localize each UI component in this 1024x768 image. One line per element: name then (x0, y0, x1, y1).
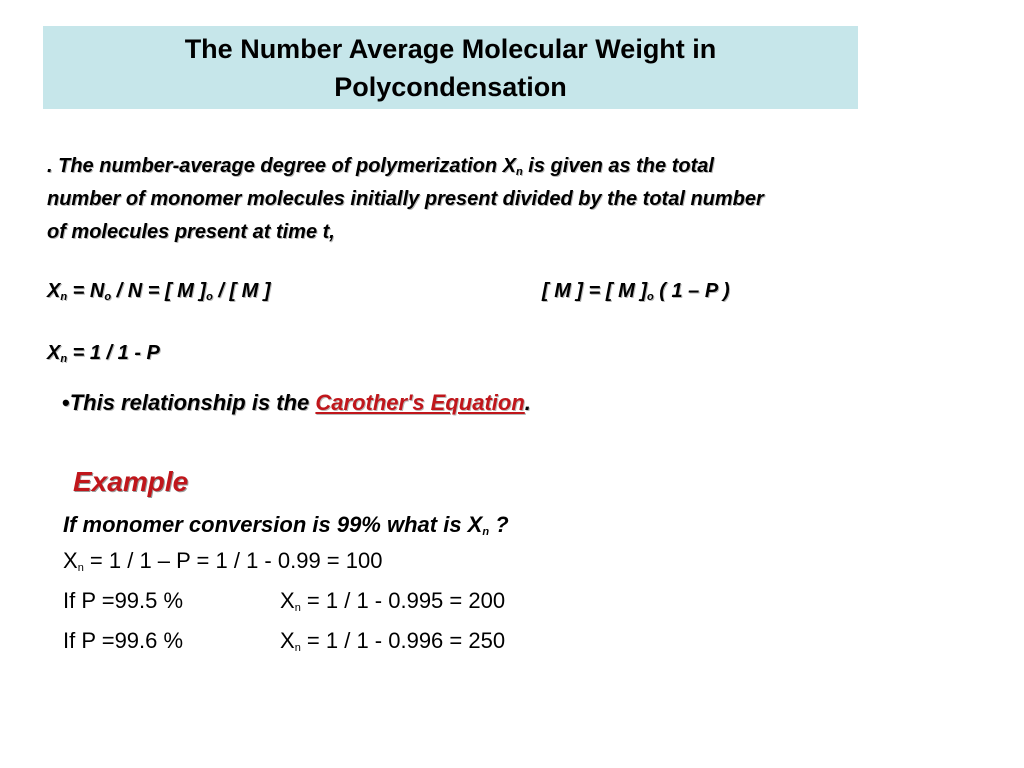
question-text: If monomer conversion is 99% what is X (63, 512, 483, 537)
intro-line-1-text: . The number-average degree of polymerization X (47, 155, 517, 177)
intro-line-3: of molecules present at time t, (47, 221, 335, 243)
equation-xn-conversion (47, 342, 160, 365)
intro-subscript: n (516, 166, 523, 178)
eq1-m-sub: o (206, 291, 213, 303)
calc-line-1 (63, 548, 382, 574)
eq1-part3: / [ M ] (212, 280, 271, 302)
calc2-x: X (280, 588, 295, 613)
intro-line-2: number of monomer molecules initially present divided by the total number (47, 188, 764, 210)
eq1-x-sub: n (60, 291, 68, 303)
eq2-part1: [ M ] = [ M ] (542, 280, 647, 302)
eq3-rest: = 1 / 1 - P (67, 342, 160, 364)
intro-paragraph (47, 150, 997, 249)
eq1-x: X (47, 280, 61, 302)
calc1-x-sub: n (77, 562, 84, 574)
intro-line-1 (47, 150, 997, 183)
eq3-x: X (47, 342, 61, 364)
calc2-rest: = 1 / 1 - 0.995 = 200 (300, 588, 506, 613)
carothers-equation-link[interactable]: Carother's Equation (315, 390, 525, 415)
bullet-dot: • (62, 390, 70, 415)
question-tail: ? (489, 512, 509, 537)
calc2-x-sub: n (294, 602, 301, 614)
calc1-rest: = 1 / 1 – P = 1 / 1 - 0.99 = 100 (83, 548, 383, 573)
eq2-m-sub: o (646, 291, 654, 303)
eq1-part1: = N (67, 280, 105, 302)
calc-line-2 (63, 588, 506, 614)
eq1-n-sub: o (104, 291, 112, 303)
example-question (63, 512, 509, 538)
calc1-x: X (63, 548, 78, 573)
eq1-part2: / N = [ M ] (111, 280, 207, 302)
eq2-part2: ( 1 – P ) (653, 280, 730, 302)
calc3-right (280, 628, 505, 654)
calc-line-3 (63, 628, 506, 654)
calc3-x: X (280, 628, 295, 653)
calc3-left: If P =99.6 % (63, 628, 184, 653)
title-line-2: Polycondensation (334, 72, 567, 102)
bullet-text: This relationship is the (69, 390, 316, 415)
example-heading: Example (73, 466, 189, 497)
intro-line-1-tail: is given as the total (522, 155, 714, 177)
calc3-rest: = 1 / 1 - 0.996 = 250 (300, 628, 506, 653)
title-line-1: The Number Average Molecular Weight in (184, 34, 717, 64)
slide-title (43, 26, 858, 109)
calc2-right (280, 588, 505, 614)
bullet-period: . (524, 390, 531, 415)
calc3-x-sub: n (294, 642, 301, 654)
question-sub: n (482, 526, 490, 538)
eq3-x-sub: n (60, 353, 68, 365)
equation-xn-definition (47, 280, 271, 303)
equation-concentration (542, 280, 730, 303)
carothers-bullet (62, 390, 531, 416)
calc2-left: If P =99.5 % (63, 588, 184, 613)
